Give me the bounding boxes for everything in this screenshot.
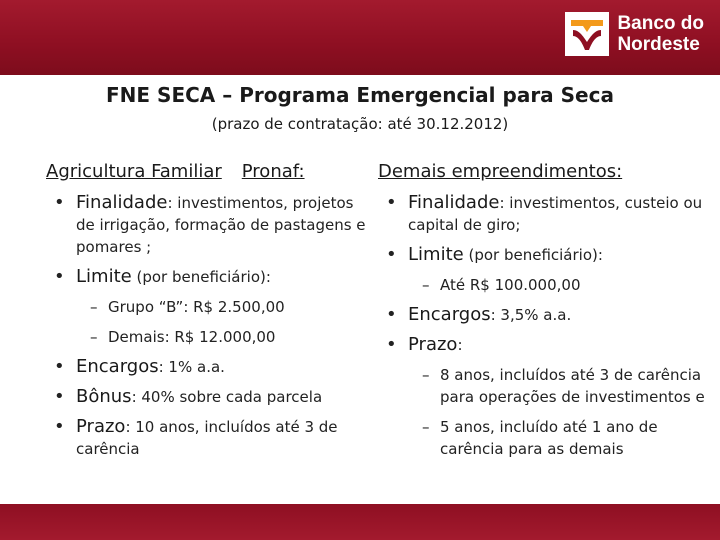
list-item	[46, 266, 366, 288]
sub-item: – 5 anos, incluído até 1 ano de carência para as demais	[378, 416, 708, 460]
limite-label: Limite	[408, 244, 464, 265]
encargos-text: : 1% a.a.	[158, 358, 225, 376]
header-bar	[0, 0, 720, 75]
bonus-label: Bônus	[76, 386, 132, 407]
left-heading-part-a: Agricultura Familiar	[46, 161, 222, 182]
prazo-text: : 10 anos, incluídos até 3 de carência	[76, 418, 338, 458]
right-column	[378, 161, 708, 468]
bonus-text: : 40% sobre cada parcela	[131, 388, 323, 406]
list-item	[46, 416, 366, 460]
list-item	[46, 386, 366, 408]
list-item	[378, 304, 708, 326]
limite-text: (por beneficiário):	[131, 268, 271, 286]
footer-bar	[0, 504, 720, 540]
sub-item: – Demais: R$ 12.000,00	[46, 326, 366, 348]
encargos-text: : 3,5% a.a.	[490, 306, 572, 324]
prazo-label: Prazo	[408, 334, 458, 355]
finalidade-label: Finalidade	[408, 192, 500, 213]
logo-line-2: Nordeste	[617, 34, 700, 55]
sub-item: – Grupo “B”: R$ 2.500,00	[46, 296, 366, 318]
sub-item: – Até R$ 100.000,00	[378, 274, 708, 296]
list-item	[46, 356, 366, 378]
left-column-heading	[46, 161, 366, 182]
encargos-label: Encargos	[76, 356, 159, 377]
limite-label: Limite	[76, 266, 132, 287]
finalidade-text: : investimentos, projetos de irrigação, formação de pastagens e pomares ;	[76, 194, 366, 256]
bank-logo	[565, 12, 704, 56]
prazo-label: Prazo	[76, 416, 126, 437]
left-heading-part-b: Pronaf:	[241, 161, 305, 182]
finalidade-text: : investimentos, custeio ou capital de giro;	[408, 194, 703, 234]
list-item	[378, 244, 708, 266]
sub-item: – 8 anos, incluídos até 3 de carência para operações de investimentos e	[378, 364, 708, 408]
finalidade-label: Finalidade	[76, 192, 168, 213]
limite-text: (por beneficiário):	[463, 246, 603, 264]
right-column-heading: Demais empreendimentos:	[378, 161, 623, 182]
page-title: FNE SECA – Programa Emergencial para Seca	[106, 83, 614, 107]
left-column	[46, 161, 366, 468]
logo-line-1: Banco do	[617, 13, 704, 34]
encargos-label: Encargos	[408, 304, 491, 325]
list-item	[378, 334, 708, 356]
prazo-text: :	[457, 336, 463, 354]
list-item	[378, 192, 708, 236]
page-subtitle: (prazo de contratação: até 30.12.2012)	[211, 115, 509, 133]
bank-logo-icon	[565, 12, 609, 56]
slide-body	[10, 75, 710, 504]
list-item	[46, 192, 366, 258]
